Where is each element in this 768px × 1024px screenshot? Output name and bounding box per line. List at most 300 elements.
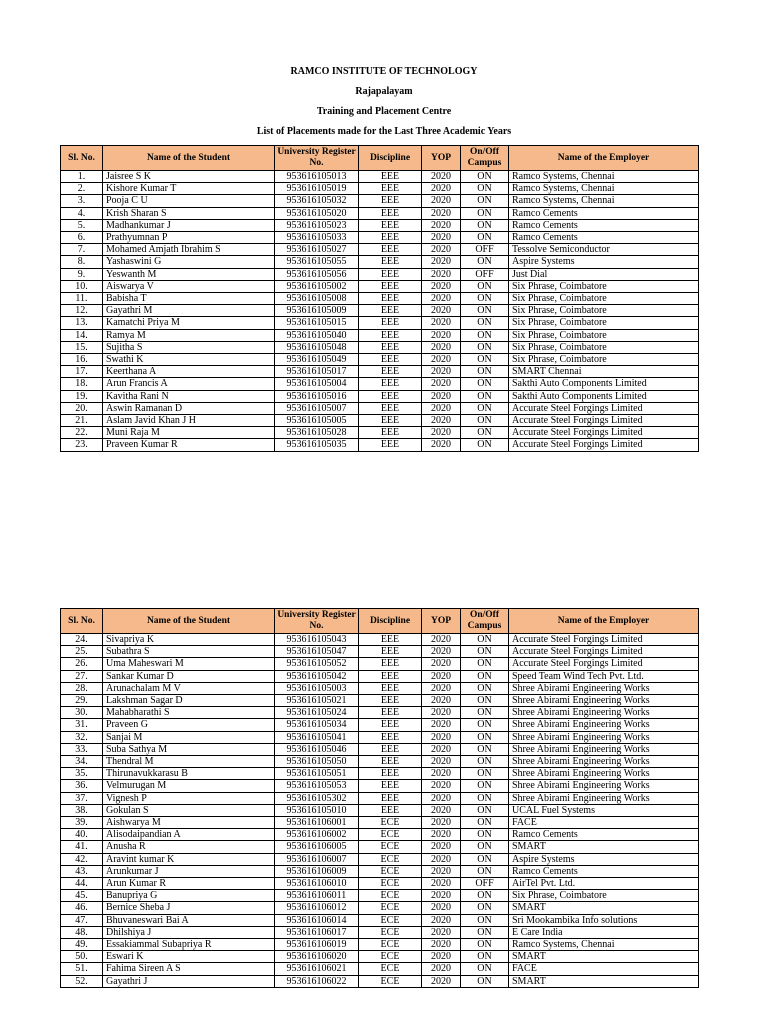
cell-yop: 2020 bbox=[422, 817, 461, 829]
cell-yop: 2020 bbox=[422, 719, 461, 731]
table-row bbox=[61, 817, 699, 829]
cell-student-name: Jaisree S K bbox=[103, 171, 275, 183]
cell-discipline: ECE bbox=[359, 951, 422, 963]
cell-student-name: Thirunavukkarasu B bbox=[103, 768, 275, 780]
cell-register-no: 953616105040 bbox=[275, 329, 359, 341]
cell-student-name: Vignesh P bbox=[103, 792, 275, 804]
cell-sl-no: 1. bbox=[61, 171, 103, 183]
cell-student-name: Arun Kumar R bbox=[103, 878, 275, 890]
cell-employer: Shree Abirami Engineering Works bbox=[509, 780, 699, 792]
cell-sl-no: 12. bbox=[61, 305, 103, 317]
cell-campus: ON bbox=[461, 926, 509, 938]
table-row bbox=[61, 951, 699, 963]
cell-student-name: Anusha R bbox=[103, 841, 275, 853]
cell-employer: Shree Abirami Engineering Works bbox=[509, 768, 699, 780]
cell-employer: Accurate Steel Forgings Limited bbox=[509, 427, 699, 439]
cell-employer: SMART bbox=[509, 841, 699, 853]
cell-sl-no: 2. bbox=[61, 183, 103, 195]
table-row bbox=[61, 439, 699, 451]
cell-register-no: 953616105015 bbox=[275, 317, 359, 329]
cell-student-name: Gokulan S bbox=[103, 804, 275, 816]
cell-campus: OFF bbox=[461, 244, 509, 256]
cell-sl-no: 4. bbox=[61, 207, 103, 219]
cell-campus: ON bbox=[461, 817, 509, 829]
cell-register-no: 953616105056 bbox=[275, 268, 359, 280]
cell-register-no: 953616105024 bbox=[275, 707, 359, 719]
table-row bbox=[61, 670, 699, 682]
table-row bbox=[61, 232, 699, 244]
cell-campus: ON bbox=[461, 280, 509, 292]
cell-campus: ON bbox=[461, 427, 509, 439]
cell-sl-no: 9. bbox=[61, 268, 103, 280]
table-row bbox=[61, 926, 699, 938]
cell-discipline: EEE bbox=[359, 768, 422, 780]
cell-student-name: Muni Raja M bbox=[103, 427, 275, 439]
cell-yop: 2020 bbox=[422, 329, 461, 341]
cell-employer: Speed Team Wind Tech Pvt. Ltd. bbox=[509, 670, 699, 682]
cell-employer: Sakthi Auto Components Limited bbox=[509, 390, 699, 402]
cell-campus: ON bbox=[461, 743, 509, 755]
cell-discipline: EEE bbox=[359, 756, 422, 768]
cell-campus: ON bbox=[461, 707, 509, 719]
cell-campus: ON bbox=[461, 658, 509, 670]
cell-student-name: Velmurugan M bbox=[103, 780, 275, 792]
cell-sl-no: 15. bbox=[61, 341, 103, 353]
cell-sl-no: 33. bbox=[61, 743, 103, 755]
centre-title: Training and Placement Centre bbox=[316, 106, 452, 117]
cell-student-name: Mohamed Amjath Ibrahim S bbox=[103, 244, 275, 256]
cell-employer: Six Phrase, Coimbatore bbox=[509, 890, 699, 902]
cell-discipline: EEE bbox=[359, 268, 422, 280]
cell-register-no: 953616105009 bbox=[275, 305, 359, 317]
cell-student-name: Praveen G bbox=[103, 719, 275, 731]
cell-student-name: Alisodaipandian A bbox=[103, 829, 275, 841]
table-row bbox=[61, 780, 699, 792]
cell-campus: ON bbox=[461, 939, 509, 951]
cell-sl-no: 22. bbox=[61, 427, 103, 439]
cell-campus: ON bbox=[461, 329, 509, 341]
cell-register-no: 953616105019 bbox=[275, 183, 359, 195]
cell-register-no: 953616106009 bbox=[275, 865, 359, 877]
table-row bbox=[61, 707, 699, 719]
cell-sl-no: 32. bbox=[61, 731, 103, 743]
cell-student-name: Madhankumar J bbox=[103, 219, 275, 231]
table-row bbox=[61, 280, 699, 292]
cell-campus: ON bbox=[461, 780, 509, 792]
cell-sl-no: 38. bbox=[61, 804, 103, 816]
table-row bbox=[61, 256, 699, 268]
cell-employer: Shree Abirami Engineering Works bbox=[509, 719, 699, 731]
cell-discipline: EEE bbox=[359, 341, 422, 353]
cell-register-no: 953616105020 bbox=[275, 207, 359, 219]
cell-discipline: EEE bbox=[359, 682, 422, 694]
cell-discipline: ECE bbox=[359, 890, 422, 902]
table-row bbox=[61, 963, 699, 975]
table-row bbox=[61, 804, 699, 816]
cell-campus: ON bbox=[461, 951, 509, 963]
cell-student-name: Aravint kumar K bbox=[103, 853, 275, 865]
cell-campus: OFF bbox=[461, 268, 509, 280]
cell-register-no: 953616106007 bbox=[275, 853, 359, 865]
cell-employer: Ramco Systems, Chennai bbox=[509, 195, 699, 207]
cell-discipline: EEE bbox=[359, 354, 422, 366]
cell-register-no: 953616105048 bbox=[275, 341, 359, 353]
table-row bbox=[61, 768, 699, 780]
col-yop: YOP bbox=[422, 146, 461, 171]
cell-sl-no: 51. bbox=[61, 963, 103, 975]
cell-campus: ON bbox=[461, 695, 509, 707]
cell-campus: ON bbox=[461, 804, 509, 816]
cell-yop: 2020 bbox=[422, 232, 461, 244]
cell-yop: 2020 bbox=[422, 914, 461, 926]
cell-yop: 2020 bbox=[422, 902, 461, 914]
cell-discipline: ECE bbox=[359, 902, 422, 914]
cell-campus: ON bbox=[461, 902, 509, 914]
cell-campus: ON bbox=[461, 841, 509, 853]
cell-campus: ON bbox=[461, 890, 509, 902]
cell-register-no: 953616105003 bbox=[275, 682, 359, 694]
cell-register-no: 953616105005 bbox=[275, 415, 359, 427]
cell-discipline: ECE bbox=[359, 914, 422, 926]
cell-yop: 2020 bbox=[422, 317, 461, 329]
col-discipline: Discipline bbox=[359, 609, 422, 634]
cell-campus: ON bbox=[461, 914, 509, 926]
cell-register-no: 953616105035 bbox=[275, 439, 359, 451]
cell-employer: AirTel Pvt. Ltd. bbox=[509, 878, 699, 890]
cell-register-no: 953616105034 bbox=[275, 719, 359, 731]
cell-employer: Six Phrase, Coimbatore bbox=[509, 305, 699, 317]
cell-employer: E Care India bbox=[509, 926, 699, 938]
col-campus: On/Off Campus bbox=[461, 609, 509, 634]
table-row bbox=[61, 731, 699, 743]
cell-sl-no: 40. bbox=[61, 829, 103, 841]
cell-campus: ON bbox=[461, 354, 509, 366]
cell-register-no: 953616105051 bbox=[275, 768, 359, 780]
cell-student-name: Eswari K bbox=[103, 951, 275, 963]
table-row bbox=[61, 354, 699, 366]
cell-yop: 2020 bbox=[422, 804, 461, 816]
table-row bbox=[61, 902, 699, 914]
cell-register-no: 953616105028 bbox=[275, 427, 359, 439]
cell-student-name: Pooja C U bbox=[103, 195, 275, 207]
cell-sl-no: 5. bbox=[61, 219, 103, 231]
cell-discipline: ECE bbox=[359, 865, 422, 877]
cell-sl-no: 31. bbox=[61, 719, 103, 731]
cell-register-no: 953616105032 bbox=[275, 195, 359, 207]
table-header-row bbox=[61, 609, 699, 634]
cell-discipline: EEE bbox=[359, 329, 422, 341]
table-row bbox=[61, 317, 699, 329]
cell-campus: ON bbox=[461, 634, 509, 646]
cell-yop: 2020 bbox=[422, 829, 461, 841]
cell-discipline: EEE bbox=[359, 707, 422, 719]
cell-employer: Ramco Cements bbox=[509, 207, 699, 219]
cell-discipline: EEE bbox=[359, 634, 422, 646]
cell-register-no: 953616105013 bbox=[275, 171, 359, 183]
cell-discipline: EEE bbox=[359, 658, 422, 670]
cell-sl-no: 19. bbox=[61, 390, 103, 402]
cell-student-name: Sujitha S bbox=[103, 341, 275, 353]
cell-employer: Six Phrase, Coimbatore bbox=[509, 329, 699, 341]
cell-register-no: 953616105049 bbox=[275, 354, 359, 366]
cell-student-name: Banupriya G bbox=[103, 890, 275, 902]
cell-yop: 2020 bbox=[422, 244, 461, 256]
cell-register-no: 953616105047 bbox=[275, 646, 359, 658]
cell-campus: ON bbox=[461, 171, 509, 183]
cell-student-name: Keerthana A bbox=[103, 366, 275, 378]
cell-student-name: Arunkumar J bbox=[103, 865, 275, 877]
cell-register-no: 953616105021 bbox=[275, 695, 359, 707]
cell-employer: Ramco Cements bbox=[509, 865, 699, 877]
cell-discipline: EEE bbox=[359, 670, 422, 682]
cell-discipline: EEE bbox=[359, 695, 422, 707]
table-row bbox=[61, 195, 699, 207]
cell-discipline: ECE bbox=[359, 817, 422, 829]
cell-yop: 2020 bbox=[422, 670, 461, 682]
cell-employer: Six Phrase, Coimbatore bbox=[509, 341, 699, 353]
cell-campus: ON bbox=[461, 975, 509, 987]
col-register-no: University Register No. bbox=[275, 146, 359, 171]
cell-student-name: Praveen Kumar R bbox=[103, 439, 275, 451]
cell-campus: ON bbox=[461, 719, 509, 731]
table-row bbox=[61, 914, 699, 926]
cell-yop: 2020 bbox=[422, 951, 461, 963]
table-row bbox=[61, 293, 699, 305]
cell-discipline: EEE bbox=[359, 219, 422, 231]
table-row bbox=[61, 378, 699, 390]
table-row bbox=[61, 682, 699, 694]
cell-employer: Accurate Steel Forgings Limited bbox=[509, 402, 699, 414]
cell-yop: 2020 bbox=[422, 707, 461, 719]
cell-sl-no: 18. bbox=[61, 378, 103, 390]
cell-discipline: EEE bbox=[359, 402, 422, 414]
cell-discipline: ECE bbox=[359, 939, 422, 951]
cell-employer: Six Phrase, Coimbatore bbox=[509, 280, 699, 292]
cell-discipline: EEE bbox=[359, 439, 422, 451]
table-row bbox=[61, 743, 699, 755]
cell-sl-no: 36. bbox=[61, 780, 103, 792]
cell-campus: ON bbox=[461, 232, 509, 244]
cell-register-no: 953616106010 bbox=[275, 878, 359, 890]
table-row bbox=[61, 719, 699, 731]
cell-register-no: 953616106020 bbox=[275, 951, 359, 963]
cell-student-name: Gayathri M bbox=[103, 305, 275, 317]
cell-campus: OFF bbox=[461, 878, 509, 890]
cell-student-name: Sivapriya K bbox=[103, 634, 275, 646]
cell-sl-no: 42. bbox=[61, 853, 103, 865]
cell-discipline: EEE bbox=[359, 256, 422, 268]
cell-student-name: Thendral M bbox=[103, 756, 275, 768]
cell-register-no: 953616105010 bbox=[275, 804, 359, 816]
cell-campus: ON bbox=[461, 219, 509, 231]
table-row bbox=[61, 219, 699, 231]
cell-student-name: Babisha T bbox=[103, 293, 275, 305]
cell-sl-no: 10. bbox=[61, 280, 103, 292]
cell-yop: 2020 bbox=[422, 341, 461, 353]
cell-student-name: Suba Sathya M bbox=[103, 743, 275, 755]
table-row bbox=[61, 646, 699, 658]
cell-sl-no: 24. bbox=[61, 634, 103, 646]
cell-yop: 2020 bbox=[422, 695, 461, 707]
cell-campus: ON bbox=[461, 646, 509, 658]
cell-register-no: 953616105007 bbox=[275, 402, 359, 414]
cell-campus: ON bbox=[461, 865, 509, 877]
cell-yop: 2020 bbox=[422, 841, 461, 853]
cell-employer: FACE bbox=[509, 817, 699, 829]
cell-sl-no: 30. bbox=[61, 707, 103, 719]
cell-employer: FACE bbox=[509, 963, 699, 975]
col-student-name: Name of the Student bbox=[103, 609, 275, 634]
table-row bbox=[61, 244, 699, 256]
cell-register-no: 953616105042 bbox=[275, 670, 359, 682]
cell-yop: 2020 bbox=[422, 646, 461, 658]
cell-employer: Six Phrase, Coimbatore bbox=[509, 354, 699, 366]
placements-table-part1 bbox=[60, 145, 699, 452]
cell-sl-no: 34. bbox=[61, 756, 103, 768]
cell-campus: ON bbox=[461, 256, 509, 268]
list-title: List of Placements made for the Last Three Academic Years bbox=[256, 126, 512, 137]
cell-student-name: Aiswarya V bbox=[103, 280, 275, 292]
cell-sl-no: 45. bbox=[61, 890, 103, 902]
cell-yop: 2020 bbox=[422, 415, 461, 427]
table-row bbox=[61, 268, 699, 280]
cell-discipline: EEE bbox=[359, 646, 422, 658]
cell-yop: 2020 bbox=[422, 280, 461, 292]
cell-register-no: 953616105046 bbox=[275, 743, 359, 755]
cell-discipline: ECE bbox=[359, 878, 422, 890]
cell-employer: Ramco Cements bbox=[509, 219, 699, 231]
cell-discipline: EEE bbox=[359, 244, 422, 256]
city-title: Rajapalayam bbox=[355, 86, 413, 97]
cell-campus: ON bbox=[461, 963, 509, 975]
cell-sl-no: 48. bbox=[61, 926, 103, 938]
cell-employer: Shree Abirami Engineering Works bbox=[509, 707, 699, 719]
cell-sl-no: 35. bbox=[61, 768, 103, 780]
cell-employer: Shree Abirami Engineering Works bbox=[509, 731, 699, 743]
cell-discipline: ECE bbox=[359, 975, 422, 987]
cell-employer: Shree Abirami Engineering Works bbox=[509, 743, 699, 755]
table-row bbox=[61, 890, 699, 902]
table-row bbox=[61, 829, 699, 841]
cell-employer: Tessolve Semiconductor bbox=[509, 244, 699, 256]
cell-sl-no: 26. bbox=[61, 658, 103, 670]
cell-discipline: EEE bbox=[359, 232, 422, 244]
cell-employer: Ramco Systems, Chennai bbox=[509, 183, 699, 195]
cell-sl-no: 3. bbox=[61, 195, 103, 207]
cell-yop: 2020 bbox=[422, 366, 461, 378]
cell-yop: 2020 bbox=[422, 963, 461, 975]
cell-discipline: EEE bbox=[359, 731, 422, 743]
cell-campus: ON bbox=[461, 378, 509, 390]
cell-register-no: 953616105302 bbox=[275, 792, 359, 804]
cell-register-no: 953616106021 bbox=[275, 963, 359, 975]
cell-discipline: EEE bbox=[359, 804, 422, 816]
cell-student-name: Krish Sharan S bbox=[103, 207, 275, 219]
table-row bbox=[61, 792, 699, 804]
cell-employer: Sakthi Auto Components Limited bbox=[509, 378, 699, 390]
cell-employer: UCAL Fuel Systems bbox=[509, 804, 699, 816]
cell-discipline: EEE bbox=[359, 195, 422, 207]
cell-yop: 2020 bbox=[422, 939, 461, 951]
table-row bbox=[61, 390, 699, 402]
cell-campus: ON bbox=[461, 195, 509, 207]
cell-discipline: EEE bbox=[359, 378, 422, 390]
table-row bbox=[61, 975, 699, 987]
cell-employer: Sri Mookambika Info solutions bbox=[509, 914, 699, 926]
table-header-row bbox=[61, 146, 699, 171]
table-row bbox=[61, 634, 699, 646]
table-row bbox=[61, 841, 699, 853]
cell-sl-no: 39. bbox=[61, 817, 103, 829]
cell-sl-no: 49. bbox=[61, 939, 103, 951]
cell-yop: 2020 bbox=[422, 768, 461, 780]
cell-sl-no: 27. bbox=[61, 670, 103, 682]
cell-register-no: 953616106005 bbox=[275, 841, 359, 853]
cell-sl-no: 21. bbox=[61, 415, 103, 427]
cell-student-name: Yeswanth M bbox=[103, 268, 275, 280]
cell-register-no: 953616106002 bbox=[275, 829, 359, 841]
cell-campus: ON bbox=[461, 402, 509, 414]
col-campus: On/Off Campus bbox=[461, 146, 509, 171]
cell-employer: Just Dial bbox=[509, 268, 699, 280]
cell-register-no: 953616105004 bbox=[275, 378, 359, 390]
cell-yop: 2020 bbox=[422, 878, 461, 890]
cell-yop: 2020 bbox=[422, 780, 461, 792]
cell-student-name: Arunachalam M V bbox=[103, 682, 275, 694]
cell-yop: 2020 bbox=[422, 390, 461, 402]
table-row bbox=[61, 695, 699, 707]
cell-register-no: 953616105050 bbox=[275, 756, 359, 768]
cell-student-name: Ramya M bbox=[103, 329, 275, 341]
cell-yop: 2020 bbox=[422, 268, 461, 280]
col-employer: Name of the Employer bbox=[509, 146, 699, 171]
cell-discipline: EEE bbox=[359, 719, 422, 731]
cell-yop: 2020 bbox=[422, 195, 461, 207]
cell-discipline: EEE bbox=[359, 171, 422, 183]
cell-sl-no: 47. bbox=[61, 914, 103, 926]
cell-sl-no: 8. bbox=[61, 256, 103, 268]
cell-yop: 2020 bbox=[422, 256, 461, 268]
cell-student-name: Uma Maheswari M bbox=[103, 658, 275, 670]
cell-employer: Shree Abirami Engineering Works bbox=[509, 682, 699, 694]
cell-student-name: Aswin Ramanan D bbox=[103, 402, 275, 414]
col-discipline: Discipline bbox=[359, 146, 422, 171]
table-row bbox=[61, 329, 699, 341]
cell-student-name: Dhilshiya J bbox=[103, 926, 275, 938]
cell-campus: ON bbox=[461, 670, 509, 682]
table-row bbox=[61, 756, 699, 768]
cell-yop: 2020 bbox=[422, 402, 461, 414]
cell-student-name: Prathyumnan P bbox=[103, 232, 275, 244]
cell-discipline: EEE bbox=[359, 305, 422, 317]
cell-sl-no: 46. bbox=[61, 902, 103, 914]
cell-employer: Ramco Cements bbox=[509, 232, 699, 244]
cell-discipline: ECE bbox=[359, 829, 422, 841]
cell-sl-no: 13. bbox=[61, 317, 103, 329]
table-row bbox=[61, 865, 699, 877]
cell-discipline: EEE bbox=[359, 390, 422, 402]
cell-employer: Six Phrase, Coimbatore bbox=[509, 293, 699, 305]
cell-sl-no: 52. bbox=[61, 975, 103, 987]
table-row bbox=[61, 305, 699, 317]
cell-student-name: Arun Francis A bbox=[103, 378, 275, 390]
cell-employer: Accurate Steel Forgings Limited bbox=[509, 634, 699, 646]
cell-employer: SMART bbox=[509, 951, 699, 963]
cell-register-no: 953616105027 bbox=[275, 244, 359, 256]
cell-campus: ON bbox=[461, 731, 509, 743]
cell-yop: 2020 bbox=[422, 439, 461, 451]
cell-register-no: 953616105052 bbox=[275, 658, 359, 670]
